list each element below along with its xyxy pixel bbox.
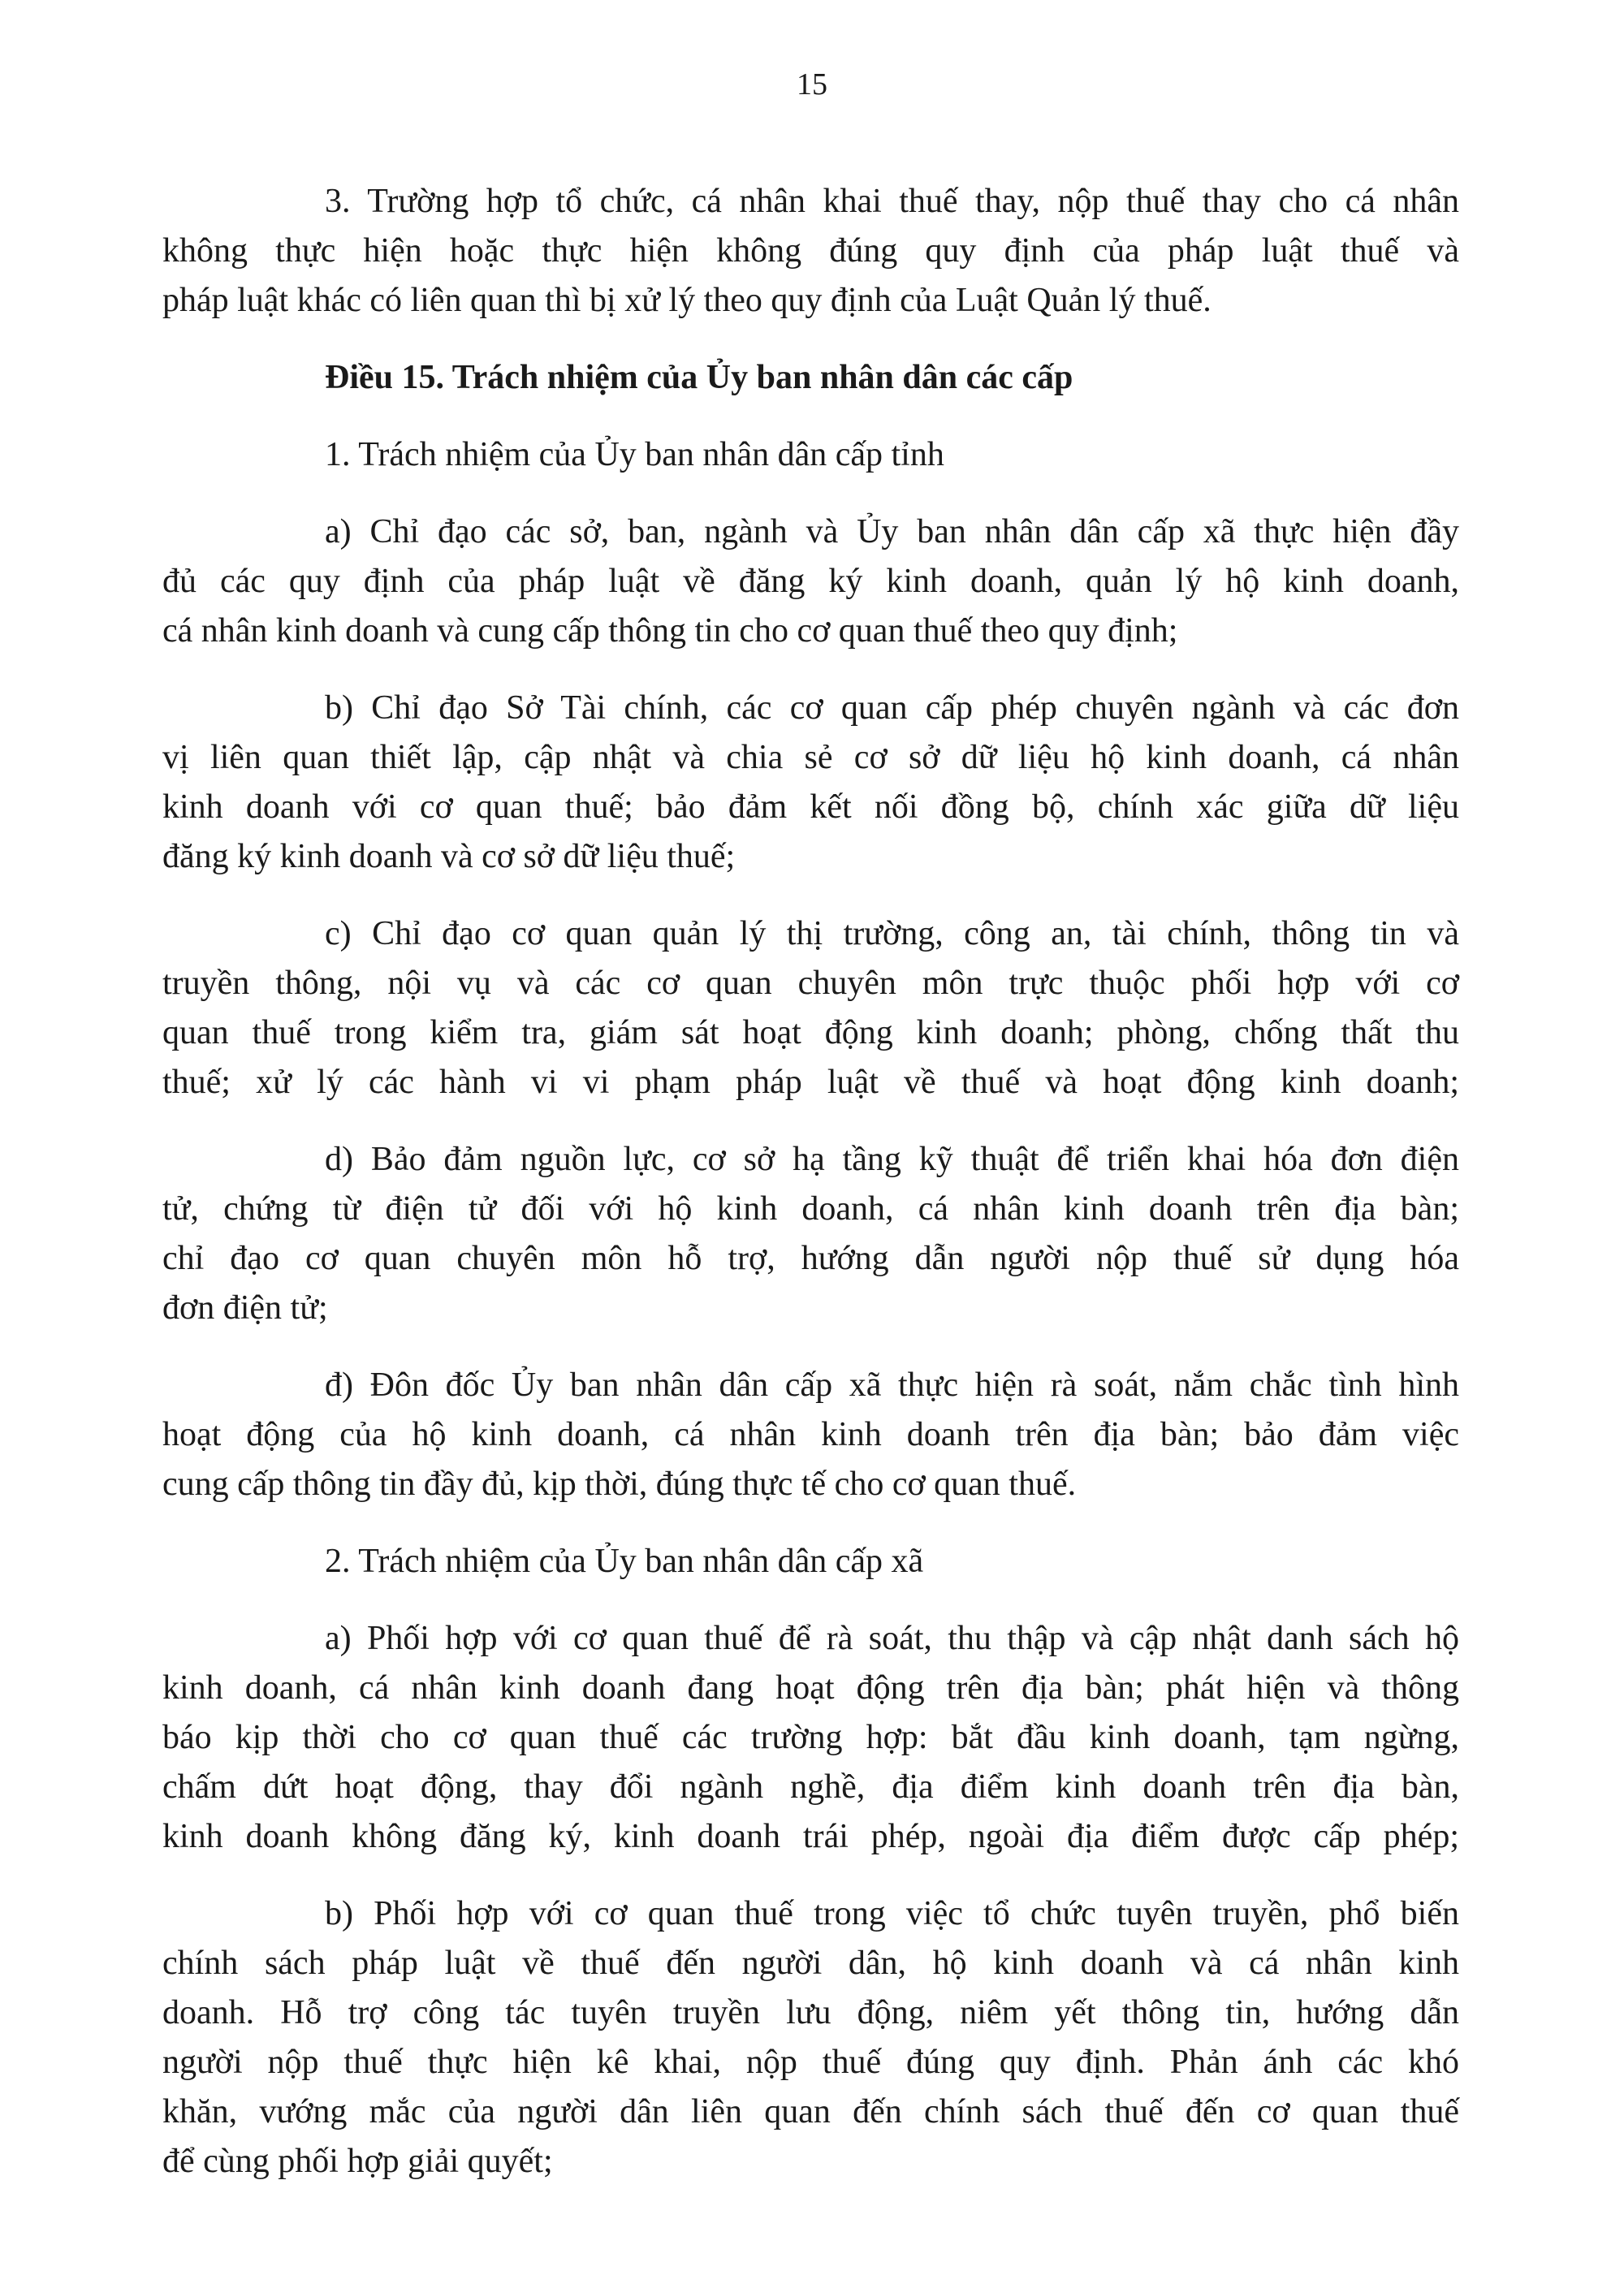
paragraph-1d xyxy=(162,1135,1459,1333)
text-line: d) Bảo đảm nguồn lực, cơ sở hạ tầng kỹ thuật để triển khai hóa đơn điện xyxy=(325,1141,1459,1178)
text-line: báo kịp thời cho cơ quan thuế các trường hợp: bắt đầu kinh doanh, tạm ngừng, xyxy=(162,1719,1459,1756)
text-line: c) Chỉ đạo cơ quan quản lý thị trường, công an, tài chính, thông tin và xyxy=(325,915,1459,952)
text-line: 1. Trách nhiệm của Ủy ban nhân dân cấp tỉnh xyxy=(325,436,944,473)
text-line: không thực hiện hoặc thực hiện không đúng quy định của pháp luật thuế và xyxy=(162,232,1459,270)
text-line: chính sách pháp luật về thuế đến người dân, hộ kinh doanh và cá nhân kinh xyxy=(162,1945,1459,1982)
text-line: khăn, vướng mắc của người dân liên quan đến chính sách thuế đến cơ quan thuế xyxy=(162,2093,1459,2130)
text-line: để cùng phối hợp giải quyết; xyxy=(162,2143,553,2180)
text-line: đ) Đôn đốc Ủy ban nhân dân cấp xã thực hiện rà soát, nắm chắc tình hình xyxy=(325,1366,1459,1404)
text-line: đủ các quy định của pháp luật về đăng ký kinh doanh, quản lý hộ kinh doanh, xyxy=(162,563,1459,600)
paragraph-2b xyxy=(162,1889,1459,2187)
text-line: doanh. Hỗ trợ công tác tuyên truyền lưu động, niêm yết thông tin, hướng dẫn xyxy=(162,1994,1459,2031)
text-line: b) Chỉ đạo Sở Tài chính, các cơ quan cấp phép chuyên ngành và các đơn xyxy=(325,689,1459,727)
text-line: tử, chứng từ điện tử đối với hộ kinh doanh, cá nhân kinh doanh trên địa bàn; xyxy=(162,1190,1459,1228)
text-line: quan thuế trong kiểm tra, giám sát hoạt động kinh doanh; phòng, chống thất thu xyxy=(162,1014,1459,1051)
heading-text: Điều 15. Trách nhiệm của Ủy ban nhân dân các cấp xyxy=(325,359,1073,396)
paragraph-1b xyxy=(162,684,1459,882)
paragraph-2a xyxy=(162,1614,1459,1862)
paragraph-3 xyxy=(162,177,1459,326)
text-line: pháp luật khác có liên quan thì bị xử lý theo quy định của Luật Quản lý thuế. xyxy=(162,282,1212,319)
text-line: 3. Trường hợp tổ chức, cá nhân khai thuế thay, nộp thuế thay cho cá nhân xyxy=(325,183,1459,220)
paragraph-1dd xyxy=(162,1361,1459,1509)
text-line: kinh doanh không đăng ký, kinh doanh trái phép, ngoài địa điểm được cấp phép; xyxy=(162,1818,1459,1855)
text-line: người nộp thuế thực hiện kê khai, nộp thuế đúng quy định. Phản ánh các khó xyxy=(162,2044,1459,2081)
text-line: 2. Trách nhiệm của Ủy ban nhân dân cấp xã xyxy=(325,1543,924,1580)
text-line: kinh doanh, cá nhân kinh doanh đang hoạt động trên địa bàn; phát hiện và thông xyxy=(162,1669,1459,1707)
text-line: b) Phối hợp với cơ quan thuế trong việc tổ chức tuyên truyền, phổ biến xyxy=(325,1895,1459,1932)
text-line: truyền thông, nội vụ và các cơ quan chuyên môn trực thuộc phối hợp với cơ xyxy=(162,965,1459,1002)
article-heading xyxy=(325,353,1459,403)
paragraph-2 xyxy=(325,1537,1459,1586)
document-body xyxy=(162,177,1459,2214)
paragraph-1 xyxy=(325,430,1459,480)
text-line: đơn điện tử; xyxy=(162,1289,328,1327)
text-line: kinh doanh với cơ quan thuế; bảo đảm kết nối đồng bộ, chính xác giữa dữ liệu xyxy=(162,788,1459,826)
text-line: chấm dứt hoạt động, thay đổi ngành nghề, địa điểm kinh doanh trên địa bàn, xyxy=(162,1768,1459,1806)
text-line: chỉ đạo cơ quan chuyên môn hỗ trợ, hướng dẫn người nộp thuế sử dụng hóa xyxy=(162,1240,1459,1277)
text-line: vị liên quan thiết lập, cập nhật và chia sẻ cơ sở dữ liệu hộ kinh doanh, cá nhân xyxy=(162,739,1459,776)
paragraph-1a xyxy=(162,507,1459,656)
paragraph-1c xyxy=(162,909,1459,1107)
text-line: cá nhân kinh doanh và cung cấp thông tin cho cơ quan thuế theo quy định; xyxy=(162,612,1178,650)
text-line: thuế; xử lý các hành vi vi phạm pháp luật về thuế và hoạt động kinh doanh; xyxy=(162,1064,1459,1101)
text-line: hoạt động của hộ kinh doanh, cá nhân kinh doanh trên địa bàn; bảo đảm việc xyxy=(162,1416,1459,1453)
page-number: 15 xyxy=(797,67,827,101)
text-line: cung cấp thông tin đầy đủ, kịp thời, đúng thực tế cho cơ quan thuế. xyxy=(162,1466,1077,1503)
text-line: đăng ký kinh doanh và cơ sở dữ liệu thuế; xyxy=(162,838,736,875)
text-line: a) Chỉ đạo các sở, ban, ngành và Ủy ban nhân dân cấp xã thực hiện đầy xyxy=(325,513,1459,550)
text-line: a) Phối hợp với cơ quan thuế để rà soát, thu thập và cập nhật danh sách hộ xyxy=(325,1620,1459,1657)
